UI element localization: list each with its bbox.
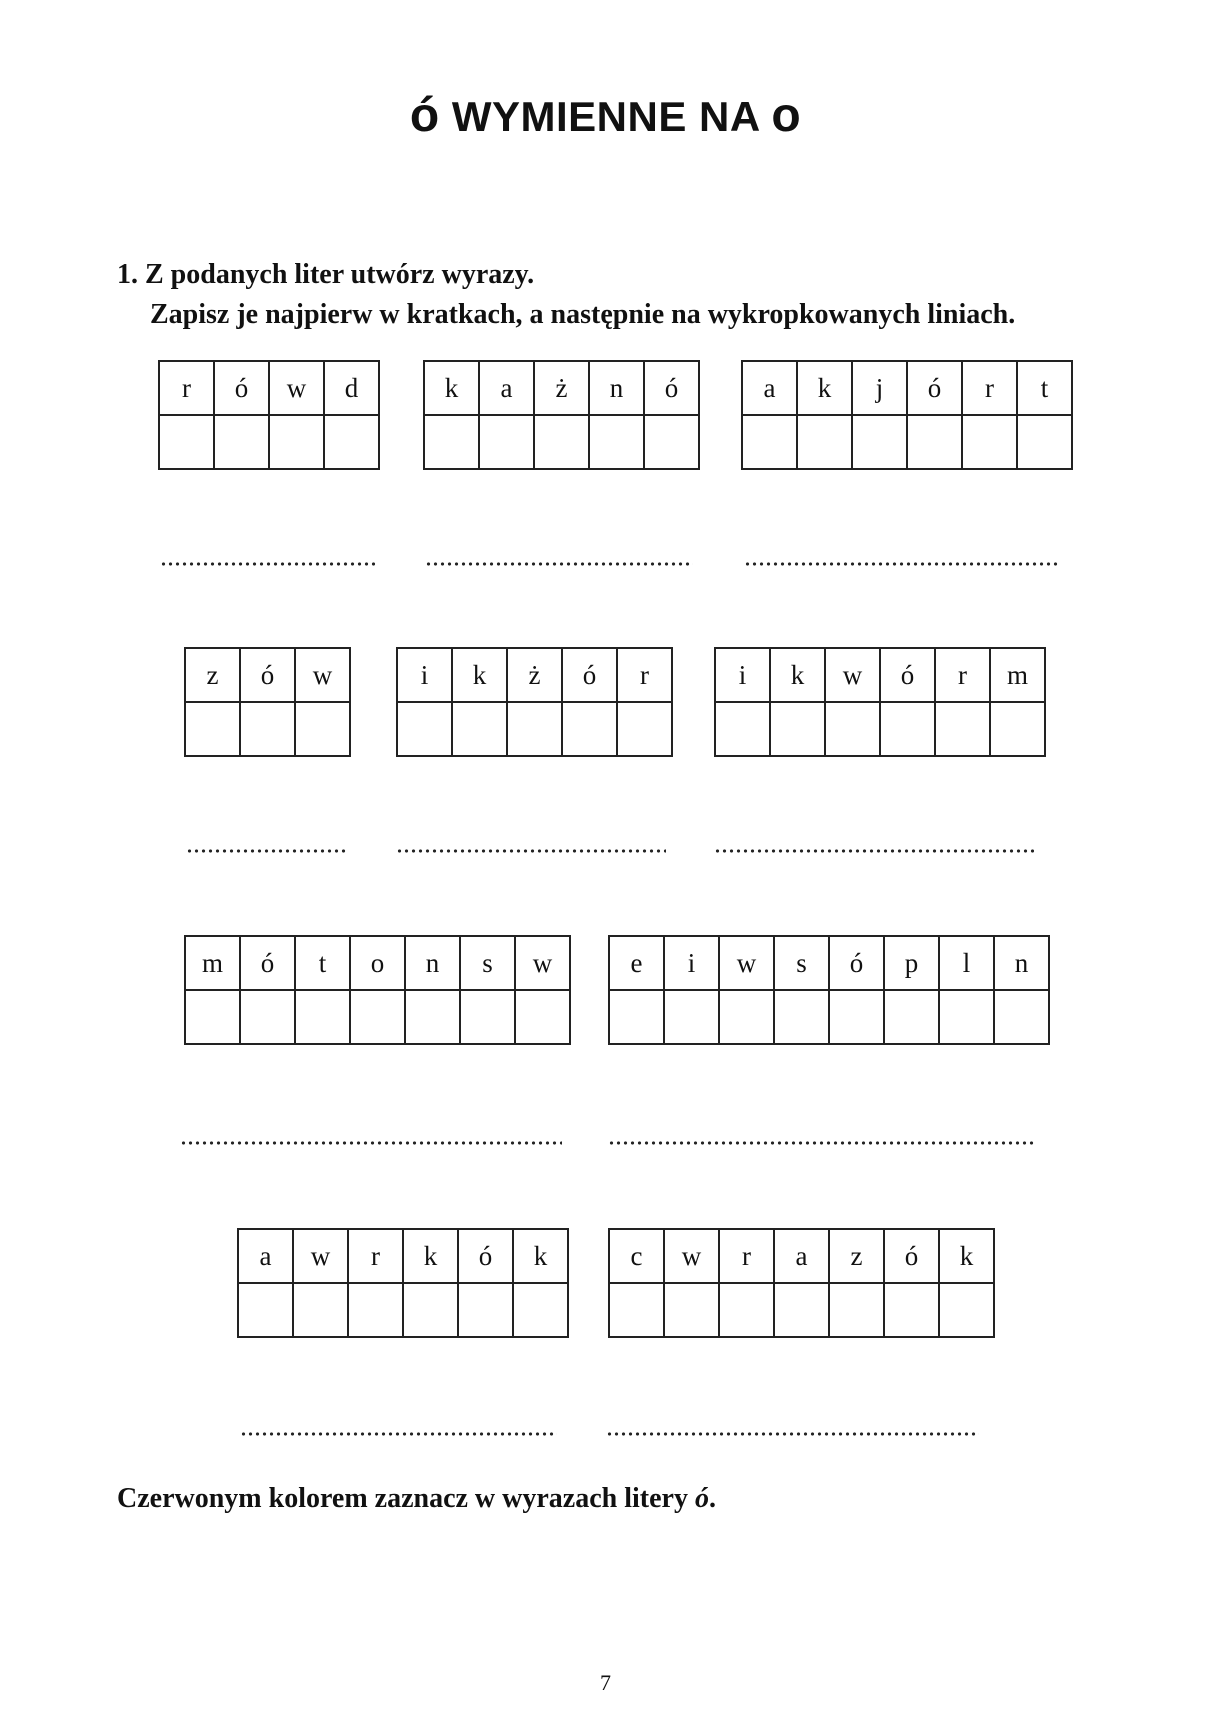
letter-cell: ó <box>907 361 962 415</box>
answer-row <box>424 415 699 469</box>
answer-cell[interactable] <box>1017 415 1072 469</box>
answer-cell[interactable] <box>562 702 617 756</box>
answer-cell[interactable] <box>962 415 1017 469</box>
letter-cell: n <box>405 936 460 990</box>
letter-cell: m <box>185 936 240 990</box>
letter-grid-7 <box>184 935 571 1045</box>
answer-cell[interactable] <box>719 990 774 1044</box>
letter-cell: ó <box>644 361 699 415</box>
answer-cell[interactable] <box>770 702 825 756</box>
letter-cell: o <box>350 936 405 990</box>
answer-row <box>609 1283 994 1337</box>
letter-cell: ó <box>240 936 295 990</box>
letter-cell: z <box>185 648 240 702</box>
letter-grid-10 <box>608 1228 995 1338</box>
answer-cell[interactable] <box>185 702 240 756</box>
letter-cell: ż <box>534 361 589 415</box>
answer-cell[interactable] <box>185 990 240 1044</box>
letter-cell: k <box>403 1229 458 1283</box>
answer-cell[interactable] <box>797 415 852 469</box>
letter-grid-6 <box>714 647 1046 757</box>
footer-instruction <box>117 1483 716 1515</box>
letters-row <box>185 936 570 990</box>
answer-row <box>715 702 1045 756</box>
letter-cell: a <box>774 1229 829 1283</box>
answer-cell[interactable] <box>240 702 295 756</box>
letter-cell: t <box>1017 361 1072 415</box>
letter-cell: i <box>397 648 452 702</box>
answer-line-8[interactable] <box>608 1140 1036 1146</box>
answer-cell[interactable] <box>507 702 562 756</box>
answer-cell[interactable] <box>884 990 939 1044</box>
answer-cell[interactable] <box>884 1283 939 1337</box>
letters-row <box>238 1229 568 1283</box>
letter-cell: w <box>269 361 324 415</box>
answer-cell[interactable] <box>774 1283 829 1337</box>
answer-cell[interactable] <box>295 990 350 1044</box>
letter-cell: w <box>515 936 570 990</box>
letter-cell: k <box>797 361 852 415</box>
answer-line-2[interactable] <box>425 561 693 567</box>
answer-row <box>185 990 570 1044</box>
answer-cell[interactable] <box>405 990 460 1044</box>
letter-cell: l <box>939 936 994 990</box>
letters-row <box>742 361 1072 415</box>
answer-cell[interactable] <box>990 702 1045 756</box>
answer-cell[interactable] <box>664 990 719 1044</box>
letter-grid-3 <box>741 360 1073 470</box>
answer-cell[interactable] <box>240 990 295 1044</box>
letters-row <box>609 1229 994 1283</box>
letter-cell: a <box>742 361 797 415</box>
answer-cell[interactable] <box>324 415 379 469</box>
letter-cell: r <box>159 361 214 415</box>
answer-line-6[interactable] <box>714 848 1034 854</box>
title-middle: WYMIENNE NA <box>451 93 760 140</box>
letter-cell: r <box>348 1229 403 1283</box>
letter-grid-5 <box>396 647 673 757</box>
answer-cell[interactable] <box>715 702 770 756</box>
answer-cell[interactable] <box>159 415 214 469</box>
answer-cell[interactable] <box>664 1283 719 1337</box>
answer-cell[interactable] <box>458 1283 513 1337</box>
letter-cell: j <box>852 361 907 415</box>
page-title <box>0 89 1211 142</box>
answer-cell[interactable] <box>994 990 1049 1044</box>
answer-cell[interactable] <box>939 990 994 1044</box>
answer-cell[interactable] <box>534 415 589 469</box>
letter-cell: w <box>295 648 350 702</box>
answer-cell[interactable] <box>644 415 699 469</box>
title-suffix: o <box>771 89 802 142</box>
answer-cell[interactable] <box>609 1283 664 1337</box>
answer-cell[interactable] <box>829 1283 884 1337</box>
answer-cell[interactable] <box>774 990 829 1044</box>
letter-cell: i <box>664 936 719 990</box>
answer-cell[interactable] <box>424 415 479 469</box>
letter-cell: ó <box>829 936 884 990</box>
letter-cell: d <box>324 361 379 415</box>
answer-line-1[interactable] <box>160 561 375 567</box>
answer-cell[interactable] <box>939 1283 994 1337</box>
answer-cell[interactable] <box>935 702 990 756</box>
letter-cell: ó <box>458 1229 513 1283</box>
letter-cell: ó <box>880 648 935 702</box>
letter-grid-4 <box>184 647 351 757</box>
letter-cell: k <box>513 1229 568 1283</box>
answer-cell[interactable] <box>513 1283 568 1337</box>
answer-cell[interactable] <box>617 702 672 756</box>
letters-row <box>185 648 350 702</box>
letter-cell: r <box>617 648 672 702</box>
letters-row <box>715 648 1045 702</box>
answer-cell[interactable] <box>238 1283 293 1337</box>
letter-cell: a <box>238 1229 293 1283</box>
letter-cell: n <box>589 361 644 415</box>
letter-cell: w <box>664 1229 719 1283</box>
answer-cell[interactable] <box>589 415 644 469</box>
answer-line-3[interactable] <box>744 561 1060 567</box>
answer-cell[interactable] <box>719 1283 774 1337</box>
letter-cell: ó <box>562 648 617 702</box>
letter-cell: a <box>479 361 534 415</box>
answer-cell[interactable] <box>403 1283 458 1337</box>
answer-cell[interactable] <box>348 1283 403 1337</box>
exercise-line-1 <box>117 255 1015 295</box>
letters-row <box>159 361 379 415</box>
letter-cell: i <box>715 648 770 702</box>
letters-row <box>424 361 699 415</box>
letter-cell: w <box>825 648 880 702</box>
answer-cell[interactable] <box>880 702 935 756</box>
letter-grid-9 <box>237 1228 569 1338</box>
letter-cell: k <box>452 648 507 702</box>
answer-cell[interactable] <box>907 415 962 469</box>
exercise-instructions <box>117 255 1015 335</box>
letter-grid-2 <box>423 360 700 470</box>
letter-cell: ó <box>214 361 269 415</box>
letter-grid-1 <box>158 360 380 470</box>
letter-cell: s <box>460 936 515 990</box>
letter-cell: ó <box>240 648 295 702</box>
letter-cell: t <box>295 936 350 990</box>
letter-cell: c <box>609 1229 664 1283</box>
answer-cell[interactable] <box>214 415 269 469</box>
letter-grid-8 <box>608 935 1050 1045</box>
answer-cell[interactable] <box>269 415 324 469</box>
letter-cell: w <box>719 936 774 990</box>
answer-cell[interactable] <box>742 415 797 469</box>
footer-text: Czerwonym kolorem zaznacz w wyrazach litery <box>117 1483 688 1514</box>
answer-line-7[interactable] <box>180 1140 562 1146</box>
letter-cell: k <box>424 361 479 415</box>
answer-cell[interactable] <box>295 702 350 756</box>
answer-line-5[interactable] <box>396 848 666 854</box>
footer-letter: ó <box>694 1483 709 1514</box>
letters-row <box>609 936 1049 990</box>
letter-cell: k <box>939 1229 994 1283</box>
letter-cell: r <box>962 361 1017 415</box>
letter-cell: ż <box>507 648 562 702</box>
exercise-text-1: Z podanych liter utwórz wyrazy. <box>145 259 535 290</box>
answer-row <box>397 702 672 756</box>
answer-row <box>185 702 350 756</box>
footer-end: . <box>708 1483 716 1514</box>
answer-row <box>238 1283 568 1337</box>
letter-cell: w <box>293 1229 348 1283</box>
letter-cell: s <box>774 936 829 990</box>
letter-cell: n <box>994 936 1049 990</box>
exercise-number: 1. <box>117 259 138 290</box>
answer-cell[interactable] <box>852 415 907 469</box>
letter-cell: p <box>884 936 939 990</box>
answer-cell[interactable] <box>609 990 664 1044</box>
letters-row <box>397 648 672 702</box>
letter-cell: e <box>609 936 664 990</box>
answer-row <box>609 990 1049 1044</box>
answer-cell[interactable] <box>397 702 452 756</box>
answer-cell[interactable] <box>829 990 884 1044</box>
letter-cell: z <box>829 1229 884 1283</box>
answer-cell[interactable] <box>350 990 405 1044</box>
letter-cell: r <box>935 648 990 702</box>
answer-cell[interactable] <box>479 415 534 469</box>
answer-cell[interactable] <box>825 702 880 756</box>
letter-cell: k <box>770 648 825 702</box>
answer-row <box>742 415 1072 469</box>
answer-cell[interactable] <box>515 990 570 1044</box>
answer-row <box>159 415 379 469</box>
answer-line-9[interactable] <box>240 1431 557 1437</box>
answer-line-10[interactable] <box>606 1431 979 1437</box>
answer-cell[interactable] <box>293 1283 348 1337</box>
letter-cell: r <box>719 1229 774 1283</box>
letter-cell: m <box>990 648 1045 702</box>
letter-cell: ó <box>884 1229 939 1283</box>
page-number: 7 <box>600 1670 611 1695</box>
answer-cell[interactable] <box>460 990 515 1044</box>
answer-line-4[interactable] <box>186 848 348 854</box>
title-prefix: ó <box>409 89 440 142</box>
exercise-line-2: Zapisz je najpierw w kratkach, a następnie na wykropkowanych liniach. <box>150 299 1016 330</box>
answer-cell[interactable] <box>452 702 507 756</box>
